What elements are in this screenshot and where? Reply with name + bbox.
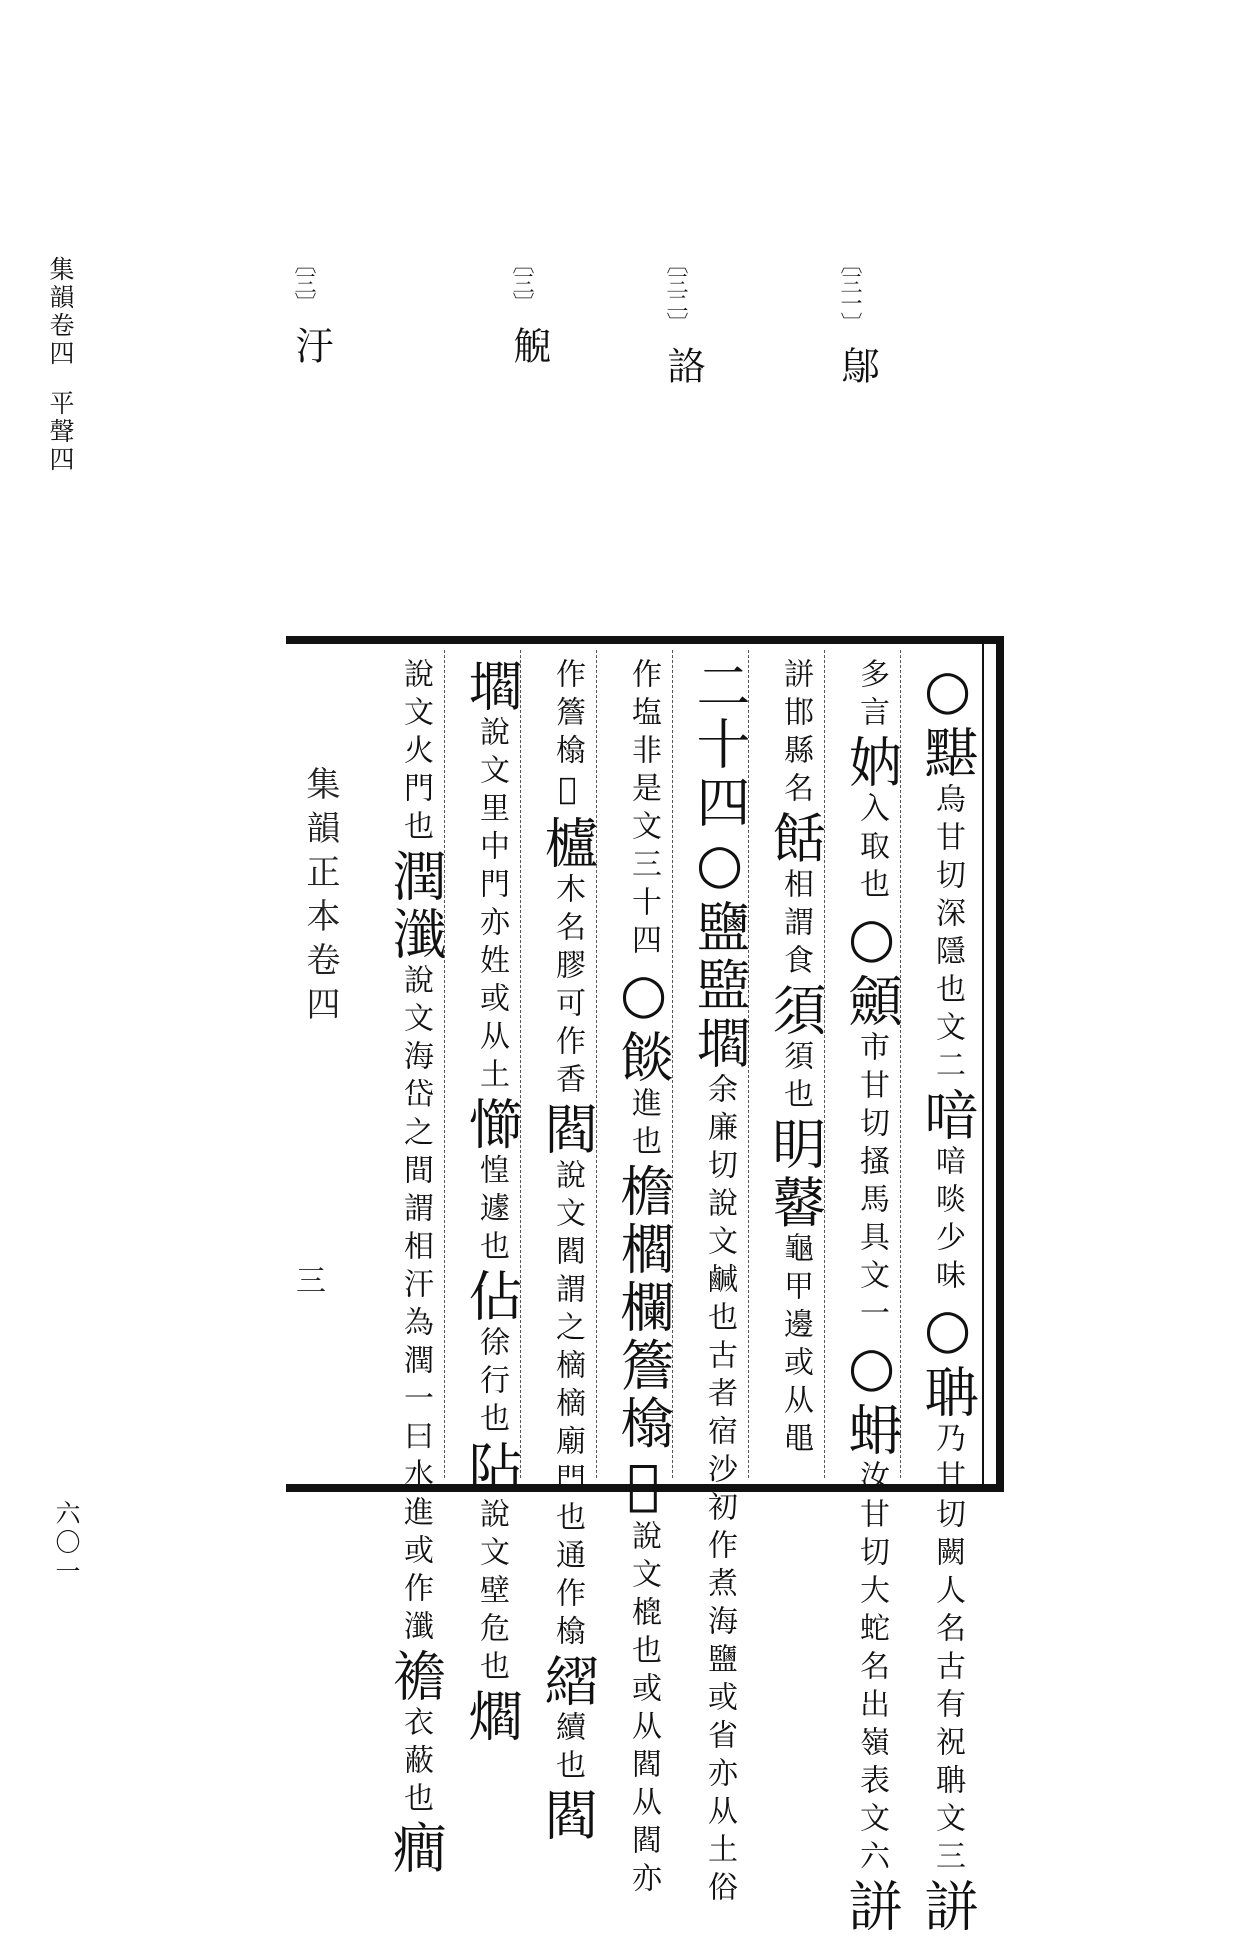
headword: 壛 [460, 658, 523, 716]
gloss: 惶遽 [474, 1154, 509, 1230]
gloss: 余廉切說文鹹也古者宿沙 [702, 1073, 737, 1491]
frame-inner-rule [982, 644, 984, 1484]
headword: ○聃 [916, 1297, 979, 1422]
headword: ○鹽 [688, 832, 751, 957]
gloss: 多 [854, 658, 889, 696]
section-title: 平聲四 [46, 390, 75, 474]
gloss: 說文閻謂之樀樀 [550, 1159, 585, 1425]
collation-note-1 [835, 252, 879, 384]
headword: 妠 [840, 734, 903, 792]
headword: 櫩 [612, 1221, 675, 1279]
text-column-6 [522, 658, 599, 1845]
gloss: 木名膠 [550, 873, 585, 987]
text-column-8 [370, 658, 447, 1878]
text-column-1 [902, 658, 979, 1936]
column-divider [596, 650, 597, 1478]
headword: 佔 [460, 1268, 523, 1326]
headword: ○餤 [612, 962, 675, 1087]
gloss: 相謂 [778, 868, 813, 944]
gloss: 誁邯 [778, 658, 813, 734]
headword: 䶁 [764, 1174, 827, 1232]
gloss: 續 [550, 1711, 585, 1749]
gloss: 說文火 [398, 658, 433, 772]
headword: 𠆭 [612, 1453, 675, 1520]
column-divider [672, 650, 673, 1478]
gloss: 古有祝聃文三 [930, 1650, 965, 1878]
column-divider [824, 650, 825, 1478]
gloss: 也 [778, 1078, 813, 1116]
headword: 閻 [536, 1101, 599, 1159]
headword: 誁 [840, 1878, 903, 1936]
headword: 潤 [384, 848, 447, 906]
headword: 閻 [536, 1787, 599, 1845]
text-column-3 [750, 658, 827, 1478]
column-divider [748, 650, 749, 1478]
column-divider [444, 650, 445, 1478]
collation-note-3 [507, 252, 551, 364]
page-number: 六〇一 [52, 1500, 81, 1587]
column-divider [900, 650, 901, 1478]
gloss: 也 [854, 868, 889, 906]
note-char: 鄔 [835, 346, 879, 384]
note-mark: 〔三一〕 [837, 252, 862, 332]
headword: ○顩 [840, 906, 903, 1031]
gloss: 喑啖 [930, 1145, 965, 1221]
headword: ○黮 [916, 658, 979, 783]
collation-note-4 [289, 252, 333, 364]
gloss: 龜甲邊 [778, 1232, 813, 1346]
headword: 瀸 [384, 906, 447, 964]
gloss: 徐行 [474, 1326, 509, 1402]
gloss: 馬具文一 [854, 1183, 889, 1335]
headword: 櫨 [536, 815, 599, 873]
gloss: 也 [474, 1230, 509, 1268]
gloss: 出嶺表文六 [854, 1688, 889, 1878]
text-column-7 [446, 658, 523, 1746]
headword: 盬壛 [688, 957, 751, 1073]
gloss: 文三十四 [626, 810, 661, 962]
gloss: 入取 [854, 792, 889, 868]
gloss: 作塩非是 [626, 658, 661, 810]
column-divider [520, 650, 521, 1478]
gloss: 也 [398, 1782, 433, 1820]
woodblock-page-frame [286, 636, 1004, 1936]
note-char: 詻 [661, 346, 705, 384]
gloss: 廟門也通作㯓 [550, 1425, 585, 1653]
gloss: 說文㮰也或 [626, 1520, 661, 1710]
headword: 檐 [612, 1163, 675, 1221]
gloss: 汝甘切大蛇名 [854, 1460, 889, 1688]
headword: 癎 [384, 1820, 447, 1878]
gloss: 或从黽 [778, 1346, 813, 1460]
gloss: 說文海岱之間謂相汗 [398, 964, 433, 1306]
headword: 爓 [460, 1688, 523, 1746]
note-mark: 〔三二〕 [663, 252, 688, 332]
headword: 須 [764, 982, 827, 1040]
headword: 餂 [764, 810, 827, 868]
gloss: 說文壁 [474, 1498, 509, 1612]
gloss: 也 [550, 1749, 585, 1787]
gloss: 㯓𠆭 [550, 734, 585, 815]
gloss: 市甘切搔 [854, 1031, 889, 1183]
headword: 喑 [916, 1087, 979, 1145]
gloss: 少味 [930, 1221, 965, 1297]
block-colophon: 集韻正本卷四 [300, 766, 340, 1030]
gloss: 初作煮海鹽或省亦从土俗 [702, 1491, 737, 1909]
headword: 二十四 [688, 658, 751, 832]
gloss: 也 [474, 1402, 509, 1440]
headword: 欄 [612, 1279, 675, 1337]
collation-note-2 [661, 252, 705, 384]
gloss: 言 [854, 696, 889, 734]
headword: 㦢 [460, 1096, 523, 1154]
headword: 䌌 [536, 1653, 599, 1711]
text-column-5 [598, 658, 675, 1900]
gloss: 食 [778, 944, 813, 982]
gloss: 危也 [474, 1612, 509, 1688]
note-mark: 〔三〕 [291, 252, 316, 312]
gloss: 烏甘切深 [930, 783, 965, 935]
gloss: 縣名 [778, 734, 813, 810]
gloss: 隱也文二 [930, 935, 965, 1087]
gloss: 須 [778, 1040, 813, 1078]
headword: 阽 [460, 1440, 523, 1498]
headword: 誁 [916, 1878, 979, 1936]
gloss: 从閻从閻亦 [626, 1710, 661, 1900]
gloss: 進 [626, 1087, 661, 1125]
gloss: 為潤一曰水進或作瀸 [398, 1306, 433, 1648]
gloss: 乃甘切闕人名 [930, 1422, 965, 1650]
gloss: 作簷 [550, 658, 585, 734]
headword: ○蚦 [840, 1335, 903, 1460]
note-mark: 〔三〕 [509, 252, 534, 312]
gloss: 可作香 [550, 987, 585, 1101]
book-title: 集韻卷四 [46, 256, 75, 368]
headword: 簷 [612, 1337, 675, 1395]
headword: 眀 [764, 1116, 827, 1174]
block-page-mark: 三 [296, 1264, 326, 1299]
headword: 襜 [384, 1648, 447, 1706]
text-column-2 [826, 658, 903, 1936]
headword: 㯓 [612, 1395, 675, 1453]
note-char: 汙 [289, 326, 333, 364]
gloss: 也 [626, 1125, 661, 1163]
gloss: 亦姓或从土 [474, 906, 509, 1096]
text-column-4 [674, 658, 751, 1909]
running-header [48, 256, 73, 474]
gloss: 衣蔽 [398, 1706, 433, 1782]
gloss: 說文里中門 [474, 716, 509, 906]
gloss: 門也 [398, 772, 433, 848]
note-char: 觬 [507, 326, 551, 364]
